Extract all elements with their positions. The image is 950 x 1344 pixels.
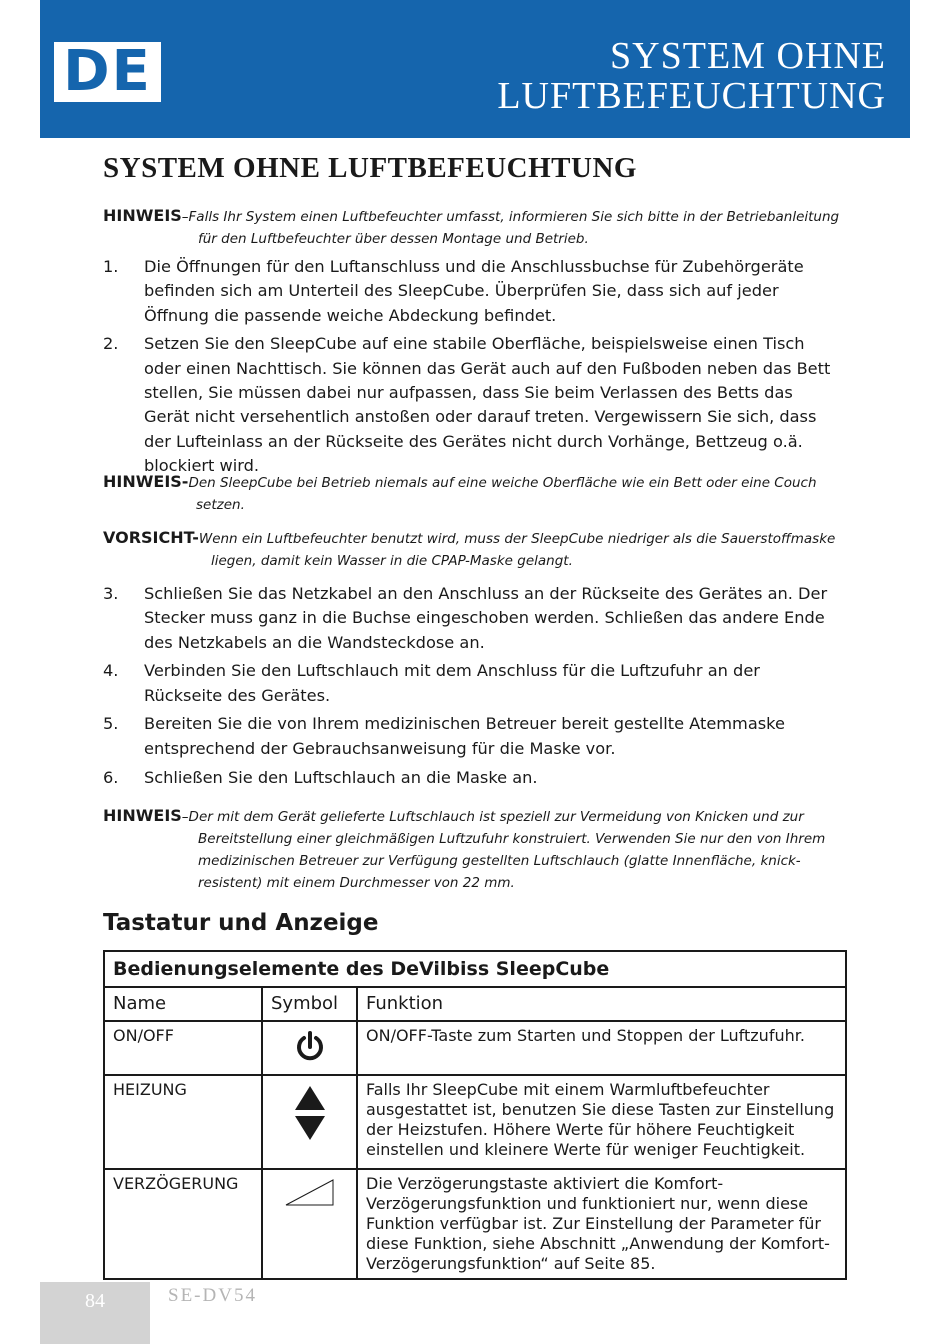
language-badge: DE: [54, 42, 161, 102]
up-down-arrows-icon: [292, 1084, 328, 1144]
note-humidifier: [103, 205, 848, 250]
note-text-line2: Bereitstellung einer gleichmäßigen Luftzufuhr konstruiert. Verwenden Sie nur den von Ihrem: [198, 831, 826, 847]
page-number: 84: [85, 1290, 105, 1312]
caution-label: VORSICHT-: [103, 528, 199, 547]
note-air-hose: [103, 805, 848, 894]
table-caption: Bedienungselemente des DeVilbiss SleepCube: [104, 951, 846, 987]
control-symbol: [262, 1169, 357, 1279]
step-number: 2.: [103, 334, 119, 354]
banner-title: [497, 36, 886, 116]
step-number: 6.: [103, 767, 119, 787]
note-label: HINWEIS: [103, 806, 182, 825]
note-label: HINWEIS-: [103, 472, 189, 491]
control-name: HEIZUNG: [104, 1075, 262, 1169]
caution-text-line1: Wenn ein Luftbefeuchter benutzt wird, muss der SleepCube niedriger als die Sauerstoffmaske: [198, 531, 836, 547]
list-item: [103, 332, 843, 478]
list-item: [103, 659, 843, 708]
table-row: [104, 1021, 846, 1075]
control-function: ON/OFF-Taste zum Starten und Stoppen der Luftzufuhr.: [357, 1021, 846, 1075]
list-item: [103, 712, 843, 761]
control-function: Falls Ihr SleepCube mit einem Warmluftbefeuchter ausgestattet ist, benutzen Sie diese Tasten zur Einstellung der Heizstufen. Höhere Werte für höhere Feuchtigkeit einstellen und kleinere Werte für weniger Feuchtigkeit.: [357, 1075, 846, 1169]
controls-table: [103, 950, 847, 1280]
document-code: SE-DV54: [168, 1285, 257, 1306]
note-soft-surface: [103, 471, 848, 516]
steps-list-a: [103, 255, 843, 483]
list-item: [103, 582, 843, 655]
list-item: [103, 766, 843, 790]
control-symbol: [262, 1075, 357, 1169]
step-number: 5.: [103, 714, 119, 734]
step-text: Schließen Sie das Netzkabel an den Anschluss an der Rückseite des Gerätes an. Der Stecker muss ganz in die Buchse eingeschoben werden. Schließen das andere Ende des Netzkabels an die Wandsteckdose an.: [144, 584, 828, 652]
control-symbol: [262, 1021, 357, 1075]
column-header-function: Funktion: [357, 987, 846, 1021]
section-title: SYSTEM OHNE LUFTBEFEUCHTUNG: [103, 152, 637, 184]
table-row: [104, 1169, 846, 1279]
note-text-line1: –Der mit dem Gerät gelieferte Luftschlauch ist speziell zur Vermeidung von Knicken und zur: [181, 809, 804, 825]
step-text: Die Öffnungen für den Luftanschluss und die Anschlussbuchse für Zubehörgeräte befinden sich am Unterteil des SleepCube. Überprüfen Sie, dass sich auf jeder Öffnung die passende weiche Abdeckung befindet.: [144, 257, 804, 325]
note-text-line1: Den SleepCube bei Betrieb niemals auf eine weiche Oberfläche wie ein Bett oder eine Couch: [188, 475, 817, 491]
step-text: Schließen Sie den Luftschlauch an die Maske an.: [144, 767, 538, 787]
note-label: HINWEIS: [103, 206, 182, 225]
step-number: 1.: [103, 257, 119, 276]
note-text-line2: für den Luftbefeuchter über dessen Montage und Betrieb.: [198, 231, 589, 247]
caution-text-line2: liegen, damit kein Wasser in die CPAP-Maske gelangt.: [211, 553, 573, 569]
keyboard-section-title: Tastatur und Anzeige: [103, 910, 379, 936]
control-name: VERZÖGERUNG: [104, 1169, 262, 1279]
step-text: Verbinden Sie den Luftschlauch mit dem Anschluss für die Luftzufuhr an der Rückseite des Gerätes.: [144, 661, 760, 705]
table-header-row: [104, 987, 846, 1021]
step-text: Setzen Sie den SleepCube auf eine stabile Oberfläche, beispielsweise einen Tisch oder einen Nachttisch. Sie können das Gerät auch auf den Fußboden neben das Bett stellen, Sie müssen dabei nur aufpassen, dass Sie beim Verlassen des Betts das Gerät nicht versehentlich anstoßen oder darauf treten. Vergewissern Sie sich, dass der Lufteinlass an der Rückseite des Gerätes nicht durch Vorhänge, Bettzeug o.ä. blockiert wird.: [144, 334, 831, 475]
note-text-line2: setzen.: [196, 497, 245, 513]
table-row: [104, 1075, 846, 1169]
step-text: Bereiten Sie die von Ihrem medizinischen Betreuer bereit gestellte Atemmaske entsprechend der Gebrauchsanweisung für die Maske vor.: [144, 714, 785, 758]
ramp-icon: [284, 1178, 336, 1208]
banner-title-line1: SYSTEM OHNE: [610, 35, 886, 77]
note-text-line4: resistent) mit einem Durchmesser von 22 mm.: [198, 875, 515, 891]
control-function: Die Verzögerungstaste aktiviert die Komfort-Verzögerungsfunktion und funktioniert nur, wenn diese Funktion verfügbar ist. Zur Einstellung der Parameter für diese Funktion, siehe Abschnitt „Anwendung der Komfort-Verzögerungsfunktion“ auf Seite 85.: [357, 1169, 846, 1279]
caution-note: [103, 527, 848, 572]
note-text-line3: medizinischen Betreuer zur Verfügung gestellten Luftschlauch (glatte Innenfläche, knick-: [198, 853, 801, 869]
power-icon: [295, 1030, 325, 1064]
column-header-symbol: Symbol: [262, 987, 357, 1021]
steps-list-b: [103, 582, 843, 794]
step-number: 3.: [103, 584, 119, 603]
step-number: 4.: [103, 661, 119, 681]
list-item: [103, 255, 843, 328]
control-name: ON/OFF: [104, 1021, 262, 1075]
note-text-line1: –Falls Ihr System einen Luftbefeuchter umfasst, informieren Sie sich bitte in der Betriebanleitung: [181, 209, 840, 225]
column-header-name: Name: [104, 987, 262, 1021]
banner-title-line2: LUFTBEFEUCHTUNG: [497, 75, 886, 117]
